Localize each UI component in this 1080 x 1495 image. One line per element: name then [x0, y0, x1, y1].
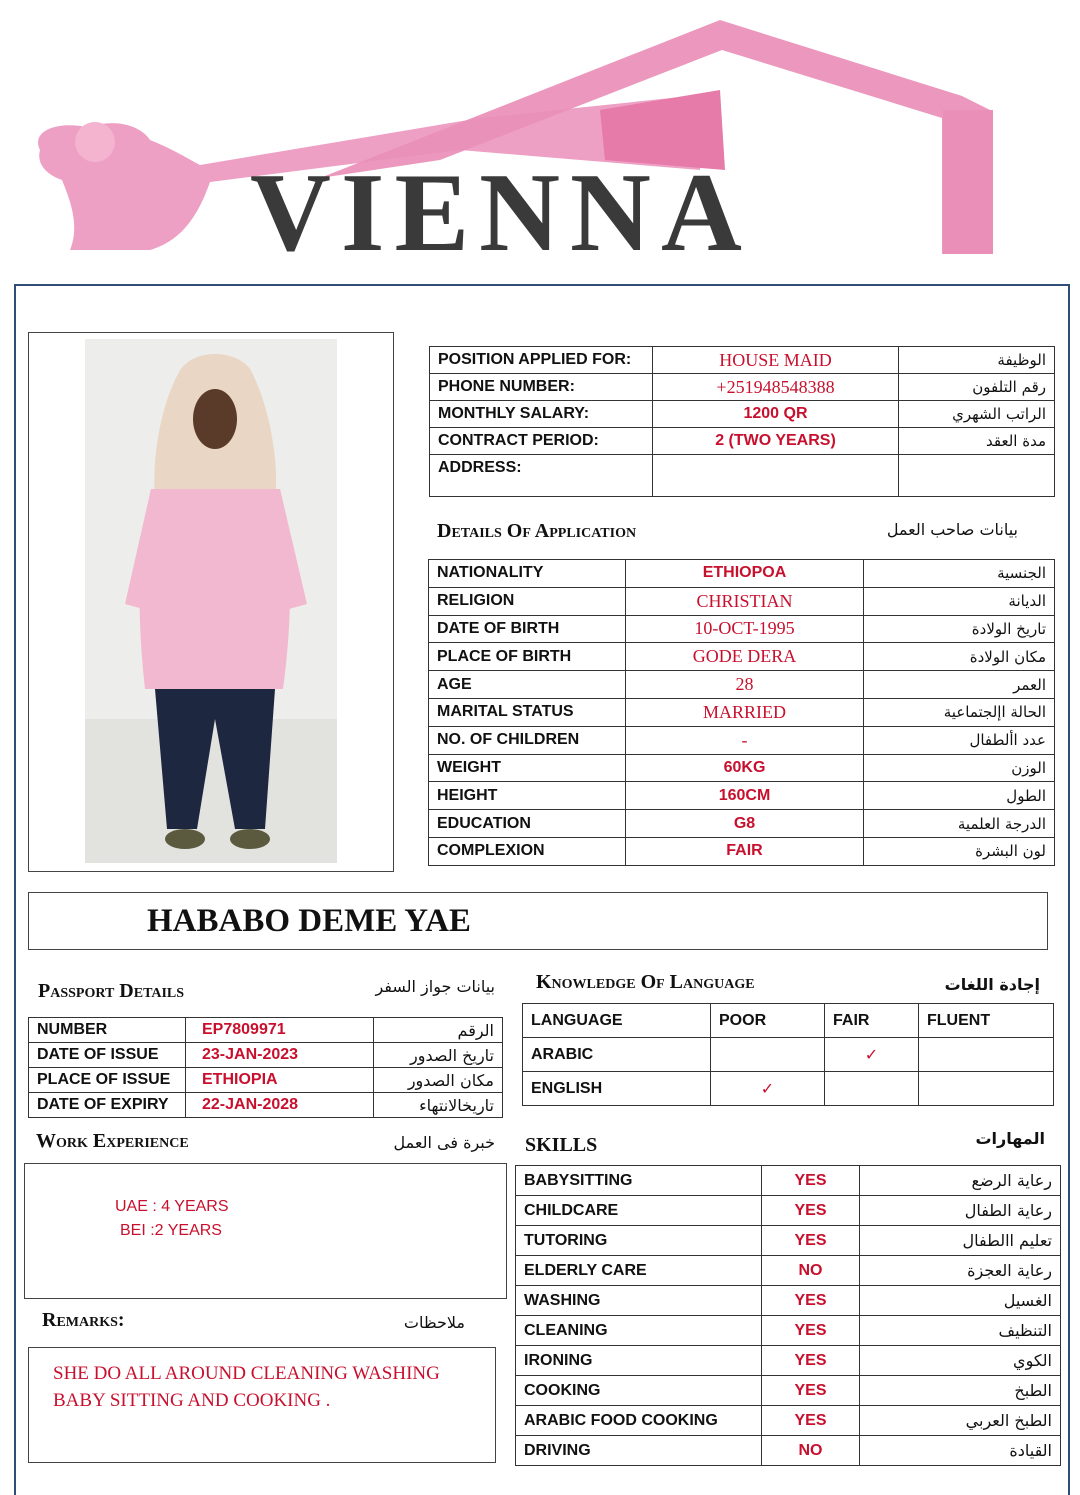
row-value: G8	[626, 810, 864, 838]
table-row	[430, 401, 1055, 428]
row-label: EDUCATION	[429, 810, 626, 838]
row-arabic-label: الغسيل	[860, 1286, 1061, 1316]
row-value: NO	[762, 1256, 860, 1286]
table-row	[429, 810, 1055, 838]
level-cell	[711, 1038, 825, 1072]
table-row	[516, 1196, 1061, 1226]
row-value: HOUSE MAID	[653, 347, 899, 374]
row-value: YES	[762, 1166, 860, 1196]
row-label: PLACE OF ISSUE	[29, 1068, 186, 1093]
row-value	[653, 455, 899, 497]
level-cell	[825, 1072, 919, 1106]
row-arabic-label: الطول	[864, 782, 1055, 810]
row-value: 60KG	[626, 754, 864, 782]
row-arabic-label: التنظيف	[860, 1316, 1061, 1346]
column-header: LANGUAGE	[523, 1004, 711, 1038]
logo-wordmark: VIENNA	[250, 151, 752, 275]
language-heading: Knowledge Of Language	[536, 971, 755, 993]
row-label: DATE OF BIRTH	[429, 615, 626, 643]
row-arabic-label: الوزن	[864, 754, 1055, 782]
row-arabic-label: تعليم االطفال	[860, 1226, 1061, 1256]
row-arabic-label: القيادة	[860, 1436, 1061, 1466]
row-label: BABYSITTING	[516, 1166, 762, 1196]
row-label: POSITION APPLIED FOR:	[430, 347, 653, 374]
level-cell	[919, 1038, 1054, 1072]
level-cell	[825, 1038, 919, 1072]
row-value: 2 (TWO YEARS)	[653, 428, 899, 455]
passport-heading: Passport Details	[38, 980, 185, 1002]
work-experience-box	[24, 1163, 507, 1299]
candidate-name: HABABO DEME YAE	[147, 903, 471, 939]
table-row	[29, 1068, 503, 1093]
table-row	[523, 1072, 1054, 1106]
language-name: ENGLISH	[523, 1072, 711, 1106]
row-label: COMPLEXION	[429, 837, 626, 865]
row-arabic-label: رعاية العجزة	[860, 1256, 1061, 1286]
table-row	[516, 1376, 1061, 1406]
table-row	[516, 1166, 1061, 1196]
row-value: ETHIOPOA	[626, 560, 864, 588]
table-row	[516, 1406, 1061, 1436]
row-arabic-label	[899, 455, 1055, 497]
position-table	[429, 346, 1055, 497]
row-arabic-label: لون البشرة	[864, 837, 1055, 865]
row-arabic-label: مكان الصدور	[374, 1068, 503, 1093]
table-row	[429, 837, 1055, 865]
row-value: 160CM	[626, 782, 864, 810]
row-value: FAIR	[626, 837, 864, 865]
row-label: WEIGHT	[429, 754, 626, 782]
row-value: YES	[762, 1406, 860, 1436]
row-arabic-label: الراتب الشهري	[899, 401, 1055, 428]
row-value: YES	[762, 1376, 860, 1406]
tick-icon: ✓	[760, 1080, 775, 1098]
row-label: PHONE NUMBER:	[430, 374, 653, 401]
work-heading: Work Experience	[36, 1130, 189, 1152]
skills-table	[515, 1165, 1061, 1466]
row-label: NUMBER	[29, 1018, 186, 1043]
row-value: 1200 QR	[653, 401, 899, 428]
row-value: YES	[762, 1346, 860, 1376]
row-label: MONTHLY SALARY:	[430, 401, 653, 428]
remarks-heading: Remarks:	[42, 1309, 125, 1331]
level-cell	[919, 1072, 1054, 1106]
table-row	[516, 1226, 1061, 1256]
remarks-text: SHE DO ALL AROUND CLEANING WASHING BABY SITTING AND COOKING .	[53, 1363, 440, 1411]
row-arabic-label: الكوي	[860, 1346, 1061, 1376]
table-row	[29, 1018, 503, 1043]
table-row	[430, 347, 1055, 374]
row-label: RELIGION	[429, 587, 626, 615]
table-row	[29, 1043, 503, 1068]
table-row	[429, 587, 1055, 615]
row-value: EP7809971	[186, 1018, 374, 1043]
row-label: MARITAL STATUS	[429, 698, 626, 726]
row-arabic-label: الجنسية	[864, 560, 1055, 588]
row-arabic-label: رعاية الطفال	[860, 1196, 1061, 1226]
table-row	[430, 374, 1055, 401]
row-value: -	[626, 726, 864, 754]
row-label: COOKING	[516, 1376, 762, 1406]
row-arabic-label: الدرجة العلمية	[864, 810, 1055, 838]
details-table	[428, 559, 1055, 866]
skills-heading-arabic: المهارات	[975, 1129, 1045, 1148]
row-value: YES	[762, 1286, 860, 1316]
row-value: YES	[762, 1196, 860, 1226]
row-label: DATE OF ISSUE	[29, 1043, 186, 1068]
row-value: MARRIED	[626, 698, 864, 726]
table-row	[516, 1436, 1061, 1466]
row-value: ETHIOPIA	[186, 1068, 374, 1093]
language-table	[522, 1003, 1054, 1106]
table-row	[516, 1256, 1061, 1286]
row-label: CONTRACT PERIOD:	[430, 428, 653, 455]
details-heading-arabic: بيانات صاحب العمل	[886, 520, 1018, 539]
table-row	[429, 782, 1055, 810]
tick-icon: ✓	[864, 1046, 879, 1064]
row-arabic-label: الطبخ	[860, 1376, 1061, 1406]
vienna-logo	[0, 0, 1080, 280]
table-row	[429, 698, 1055, 726]
table-row	[430, 428, 1055, 455]
row-arabic-label: الوظيفة	[899, 347, 1055, 374]
column-header: FLUENT	[919, 1004, 1054, 1038]
row-arabic-label: الرقم	[374, 1018, 503, 1043]
name-box	[28, 892, 1048, 950]
row-label: CHILDCARE	[516, 1196, 762, 1226]
row-value: NO	[762, 1436, 860, 1466]
row-label: DRIVING	[516, 1436, 762, 1466]
row-label: ADDRESS:	[430, 455, 653, 497]
table-row	[430, 455, 1055, 497]
table-row	[429, 726, 1055, 754]
row-arabic-label: تاريخ الولادة	[864, 615, 1055, 643]
table-row	[429, 671, 1055, 699]
table-header-row	[523, 1004, 1054, 1038]
photo-frame	[28, 332, 394, 872]
row-arabic-label: رعاية الرضع	[860, 1166, 1061, 1196]
row-label: DATE OF EXPIRY	[29, 1093, 186, 1118]
row-value: 10-OCT-1995	[626, 615, 864, 643]
table-row	[429, 560, 1055, 588]
row-label: NATIONALITY	[429, 560, 626, 588]
row-value: GODE DERA	[626, 643, 864, 671]
column-header: FAIR	[825, 1004, 919, 1038]
row-arabic-label: الديانة	[864, 587, 1055, 615]
row-value: 28	[626, 671, 864, 699]
remarks-box	[28, 1347, 496, 1463]
row-label: CLEANING	[516, 1316, 762, 1346]
row-label: IRONING	[516, 1346, 762, 1376]
table-row	[516, 1286, 1061, 1316]
row-arabic-label: تاريخالانتهاء	[374, 1093, 503, 1118]
row-label: NO. OF CHILDREN	[429, 726, 626, 754]
row-label: AGE	[429, 671, 626, 699]
row-label: TUTORING	[516, 1226, 762, 1256]
work-line: BEI :2 YEARS	[120, 1222, 222, 1239]
row-label: WASHING	[516, 1286, 762, 1316]
candidate-photo	[85, 339, 337, 863]
table-row	[29, 1093, 503, 1118]
table-row	[523, 1038, 1054, 1072]
level-cell	[711, 1072, 825, 1106]
table-row	[429, 615, 1055, 643]
remarks-heading-arabic: ملاحظات	[403, 1313, 465, 1332]
row-value: +251948548388	[653, 374, 899, 401]
row-label: PLACE OF BIRTH	[429, 643, 626, 671]
row-arabic-label: مدة العقد	[899, 428, 1055, 455]
skills-heading: SKILLS	[525, 1134, 598, 1156]
row-label: HEIGHT	[429, 782, 626, 810]
row-value: 22-JAN-2028	[186, 1093, 374, 1118]
table-row	[516, 1316, 1061, 1346]
work-line: UAE : 4 YEARS	[115, 1198, 229, 1215]
row-arabic-label: تاريخ الصدور	[374, 1043, 503, 1068]
passport-table	[28, 1017, 503, 1118]
row-label: ELDERLY CARE	[516, 1256, 762, 1286]
language-heading-arabic: إجادة اللغات	[944, 975, 1040, 994]
row-arabic-label: العمر	[864, 671, 1055, 699]
table-row	[429, 754, 1055, 782]
details-heading: Details Of Application	[437, 520, 637, 542]
row-value: YES	[762, 1316, 860, 1346]
language-name: ARABIC	[523, 1038, 711, 1072]
work-heading-arabic: خبرة فى العمل	[393, 1133, 495, 1152]
table-row	[516, 1346, 1061, 1376]
row-arabic-label: مكان الولادة	[864, 643, 1055, 671]
row-arabic-label: الطبخ العربي	[860, 1406, 1061, 1436]
row-value: CHRISTIAN	[626, 587, 864, 615]
row-value: 23-JAN-2023	[186, 1043, 374, 1068]
row-label: ARABIC FOOD COOKING	[516, 1406, 762, 1436]
table-row	[429, 643, 1055, 671]
column-header: POOR	[711, 1004, 825, 1038]
row-arabic-label: عدد األطفال	[864, 726, 1055, 754]
row-value: YES	[762, 1226, 860, 1256]
row-arabic-label: رقم التلفون	[899, 374, 1055, 401]
row-arabic-label: الحالة اإلجتماعية	[864, 698, 1055, 726]
passport-heading-arabic: بيانات جواز السفر	[375, 977, 495, 996]
